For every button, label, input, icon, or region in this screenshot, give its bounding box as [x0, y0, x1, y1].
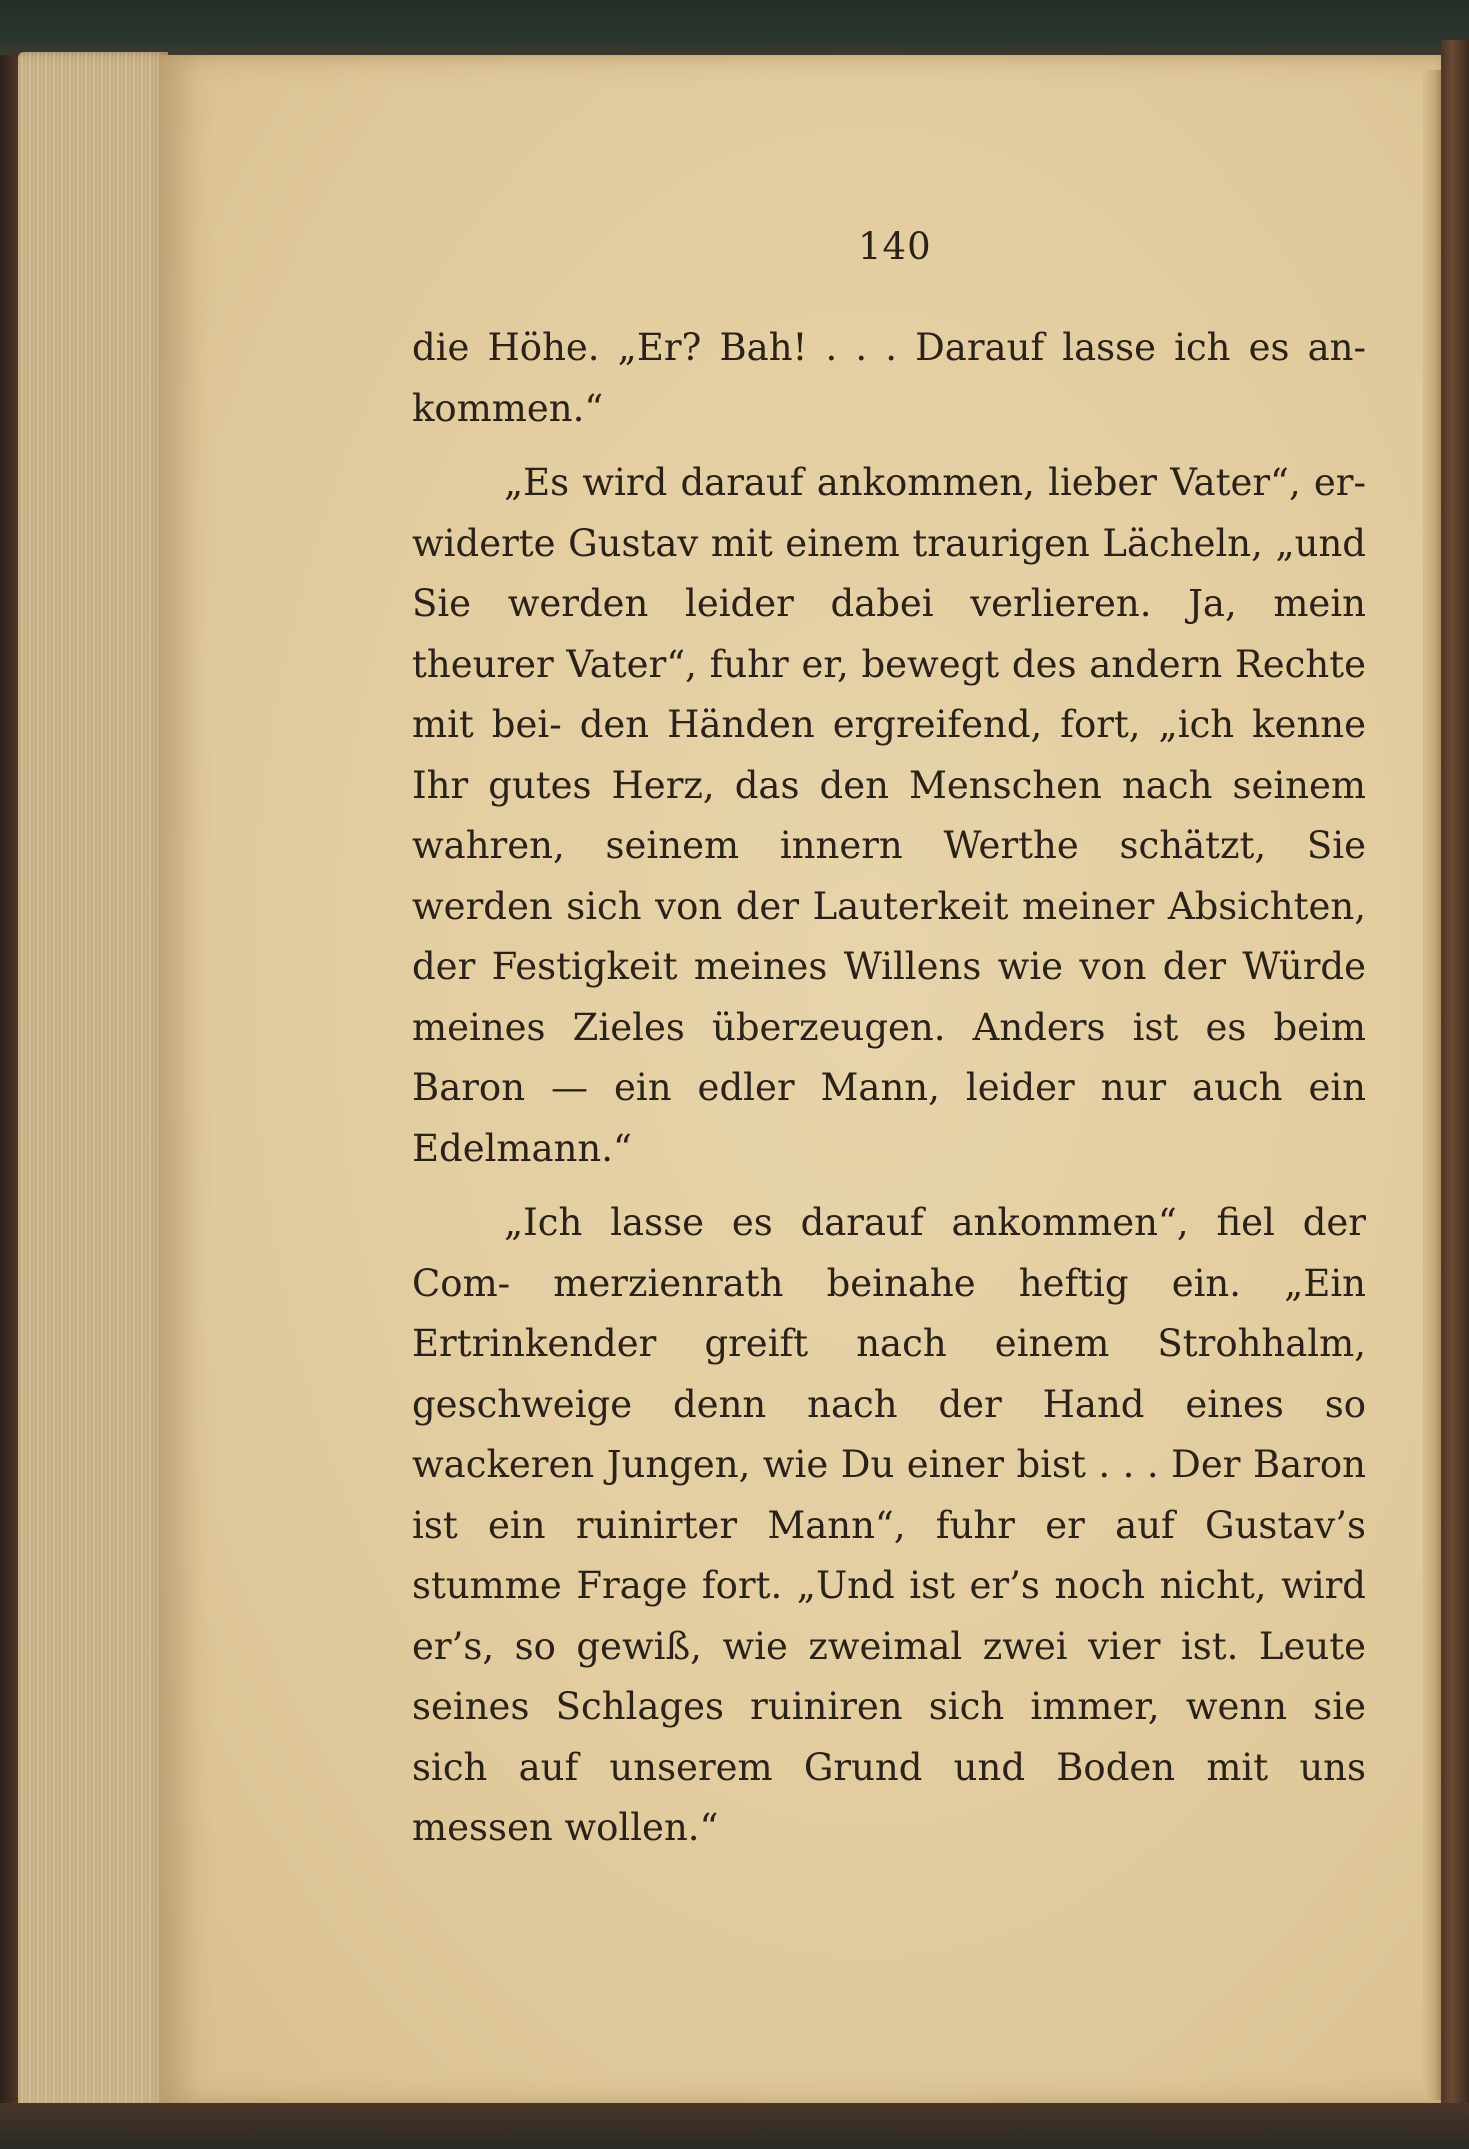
paragraph-3: „Ich lasse es darauf ankommen“, fiel der Com- merzienrath beinahe heftig ein. „Ein Ertrinkender greift nach einem Strohhalm, geschweige denn nach der Hand eines so wackeren Jungen, wie Du einer bist . . . Der Baron ist ein ruinirter Mann“, fuhr er auf Gustav’s stumme Frage fort. „Und ist er’s noch nicht, wird er’s, so gewiß, wie zweimal zwei vier ist. Leute seines Schlages ruiniren sich immer, wenn sie sich auf unserem Grund und Boden mit uns messen wollen.“	[412, 1201, 1366, 1849]
paragraph-1: die Höhe. „Er? Bah! . . . Darauf lasse ich es an- kommen.“	[412, 326, 1366, 430]
page-stack-edges	[18, 52, 168, 2110]
book-cover-bottom-edge	[0, 2103, 1469, 2149]
page-right-edge	[1423, 70, 1441, 2100]
page-text	[412, 318, 1366, 1859]
paragraph-2: „Es wird darauf ankommen, lieber Vater“, er- widerte Gustav mit einem traurigen Lächeln, „und Sie werden leider dabei verlieren. Ja, mein theurer Vater“, fuhr er, bewegt des andern Rechte mit bei- den Händen ergreifend, fort, „ich kenne Ihr gutes Herz, das den Menschen nach seinem wahren, seinem innern Werthe schätzt, Sie werden sich von der Lauterkeit meiner Absichten, der Festigkeit meines Willens wie von der Würde meines Zieles überzeugen. Anders ist es beim Baron — ein edler Mann, leider nur auch ein Edelmann.“	[412, 461, 1366, 1170]
book-cover-right-edge	[1441, 40, 1469, 2110]
page-number: 140	[858, 225, 932, 268]
